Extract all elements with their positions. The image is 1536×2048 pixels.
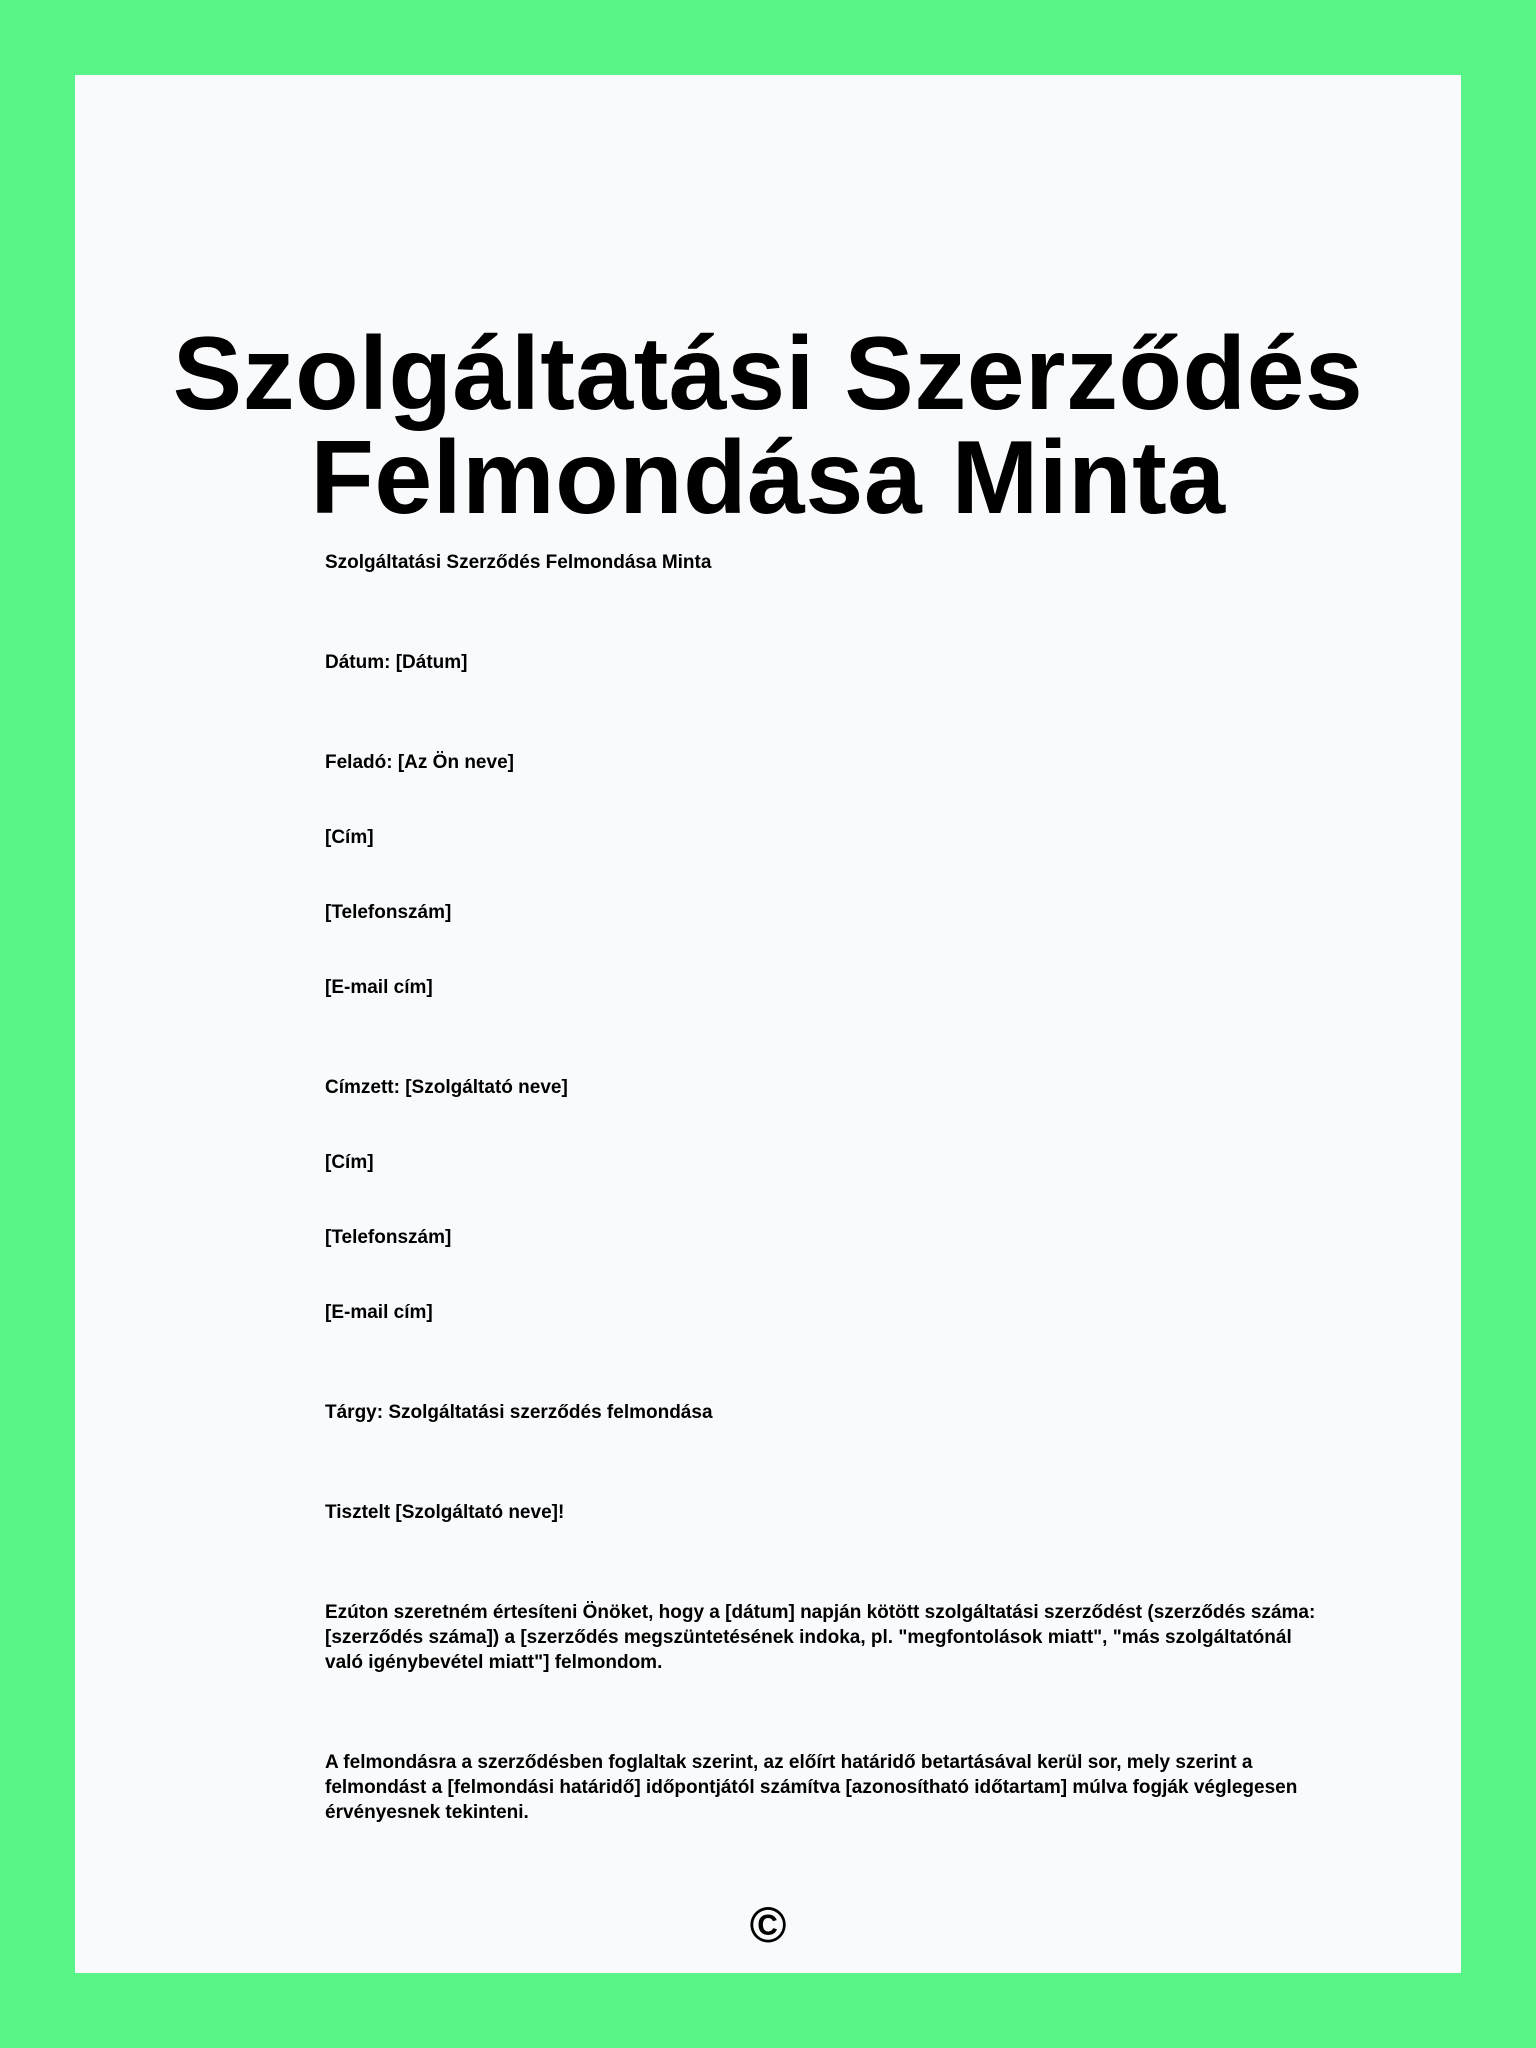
body-paragraph-1: Ezúton szeretném értesíteni Önöket, hogy a [dátum] napján kötött szolgáltatási szerződést (szerződés száma: [szerződés száma]) a [szerződés megszüntetésének indoka, pl. "megfontolások miatt", "más szolgáltatónál való igénybevétel miatt"] felmondom.	[325, 1602, 1316, 1673]
document-heading: Szolgáltatási Szerződés Felmondása Minta	[325, 552, 712, 573]
recipient-email: [E-mail cím]	[325, 1302, 433, 1323]
recipient-name: Címzett: [Szolgáltató neve]	[325, 1077, 568, 1098]
big-title-line-2: Felmondása Minta	[310, 420, 1226, 536]
recipient-phone: [Telefonszám]	[325, 1227, 452, 1248]
sender-email: [E-mail cím]	[325, 977, 433, 998]
document-big-title	[75, 316, 1461, 536]
sender-phone: [Telefonszám]	[325, 902, 452, 923]
salutation: Tisztelt [Szolgáltató neve]!	[325, 1502, 565, 1523]
body-paragraph-2: A felmondásra a szerződésben foglaltak szerint, az előírt határidő betartásával kerül sor, mely szerint a felmondást a [felmondási határidő] időpontjától számítva [azonosítható időtartam] múlva fogják véglegesen érvényesnek tekinteni.	[325, 1752, 1298, 1823]
document-page	[75, 75, 1461, 1973]
recipient-address: [Cím]	[325, 1152, 374, 1173]
sender-name: Feladó: [Az Ön neve]	[325, 752, 514, 773]
sender-address: [Cím]	[325, 827, 374, 848]
big-title-line-1: Szolgáltatási Szerződés	[172, 316, 1364, 432]
copyright-icon: ©	[749, 1897, 787, 1953]
date-line: Dátum: [Dátum]	[325, 652, 468, 673]
subject-line: Tárgy: Szolgáltatási szerződés felmondása	[325, 1402, 713, 1423]
